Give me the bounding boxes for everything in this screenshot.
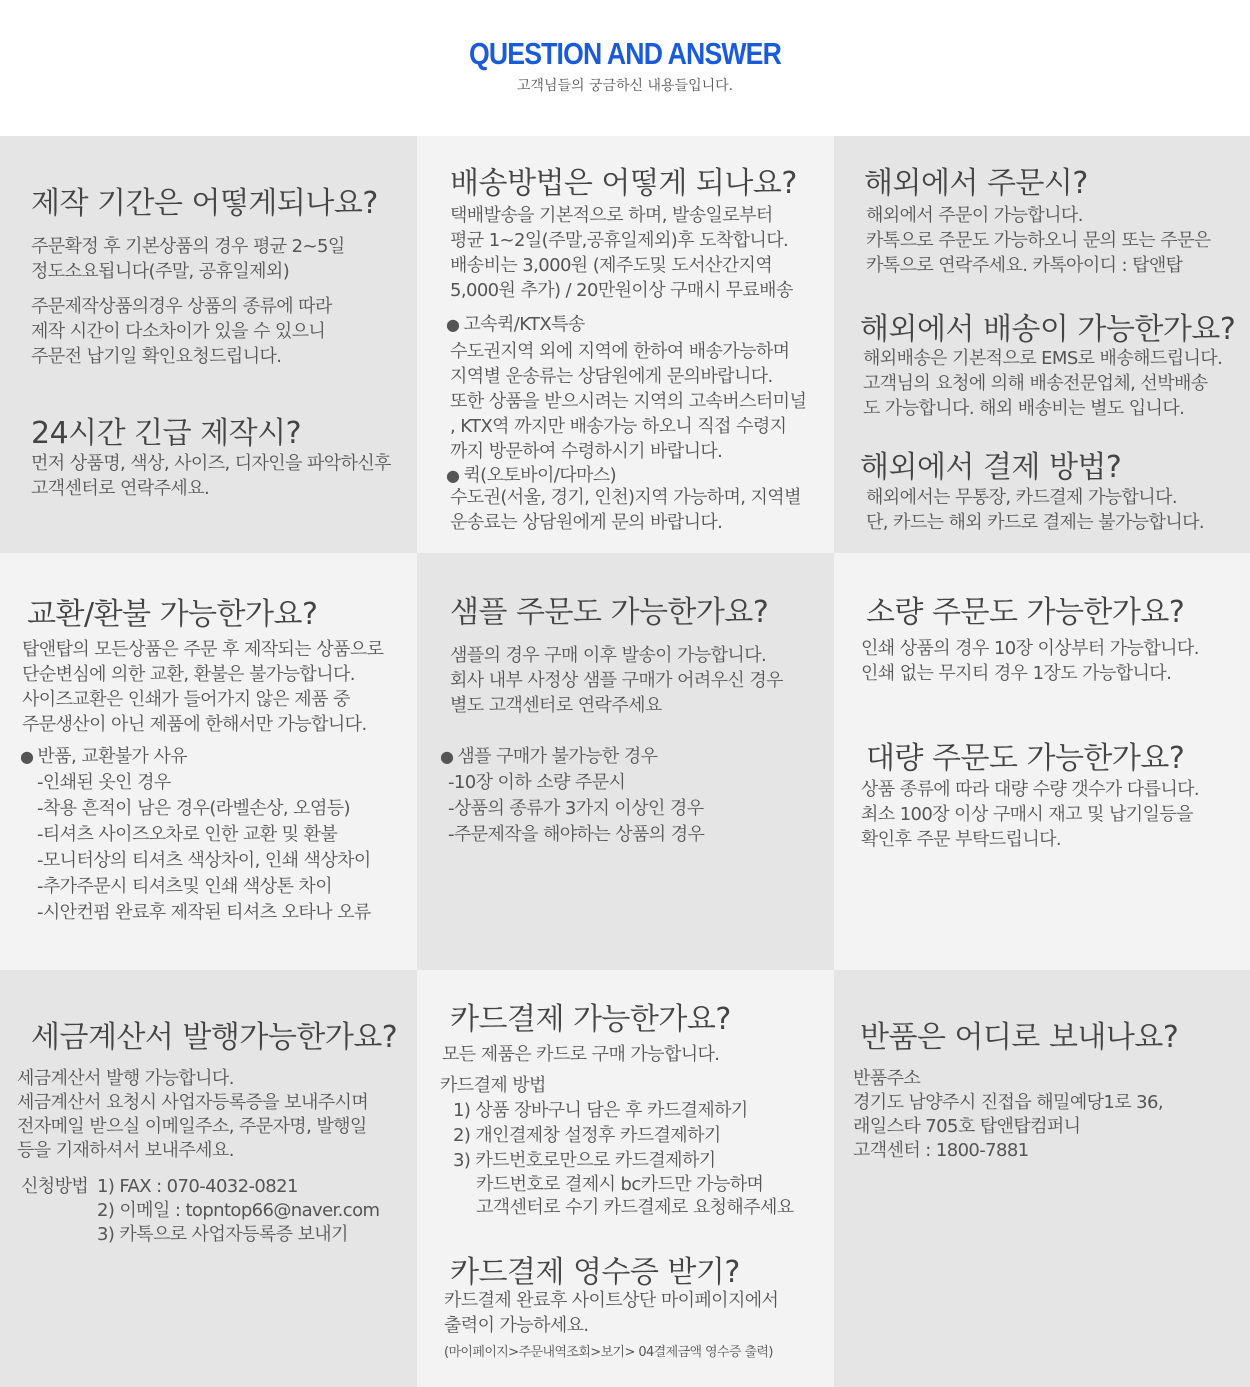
faq-shipping-method: [417, 136, 834, 553]
list-item: -추가주문시 티셔츠및 인쇄 색상톤 차이: [37, 876, 332, 897]
method-list: [97, 1175, 379, 1247]
faq-order-quantity: [834, 553, 1250, 970]
faq-tax-invoice: [0, 970, 417, 1387]
list-item: 3) 카톡으로 사업자등록증 보내기: [97, 1224, 348, 1245]
question-title: 카드결제 영수증 받기?: [450, 1255, 740, 1290]
page-title: QUESTION AND ANSWER: [469, 36, 781, 71]
question-title: 대량 주문도 가능한가요?: [866, 741, 1185, 776]
bullet-heading: ● 퀵(오토바이/다마스): [446, 465, 616, 486]
list-item: -시안컨펌 완료후 제작된 티셔츠 오타나 오류: [37, 902, 371, 923]
answer-list: [448, 770, 704, 848]
answer-text: 반품주소 경기도 남양주시 진접읍 해밀예당1로 36, 래일스타 705호 탑앤탑컴퍼니 고객센터 : 1800-7881: [853, 1068, 1163, 1161]
faq-sample-order: [417, 553, 834, 970]
answer-text: 카드결제 완료후 사이트상단 마이페이지에서 출력이 가능하세요.: [444, 1290, 779, 1336]
mypage-path: (마이페이지>주문내역조회>보기> 04결제금액 영수증 출력): [444, 1345, 773, 1360]
list-item: 1) FAX : 070-4032-0821: [97, 1176, 298, 1197]
list-item: -모니터상의 티셔츠 색상차이, 인쇄 색상차이: [37, 850, 371, 871]
answer-text: 해외에서 주문이 가능합니다. 카톡으로 주문도 가능하오니 문의 또는 주문은 카톡으로 연락주세요. 카톡아이디 : 탑앤탑: [866, 205, 1211, 276]
answer-list: [37, 770, 371, 926]
list-item: -10장 이하 소량 주문시: [448, 772, 626, 793]
question-title: 배송방법은 어떻게 되나요?: [450, 166, 797, 201]
answer-text: 수도권지역 외에 지역에 한하여 배송가능하며 지역별 운송류는 상담원에게 문의바랍니다. 또한 상품을 받으시려는 지역의 고속버스터미널 , KTX역 까지만 배송가능 하오니 직접 수령지 까지 방문하여 수령하시기 바랍니다.: [450, 341, 807, 462]
question-title: 샘플 주문도 가능한가요?: [450, 595, 769, 630]
list-item: 2) 개인결제창 설정후 카드결제하기: [453, 1125, 721, 1146]
question-title: 교환/환불 가능한가요?: [27, 597, 318, 632]
faq-return-address: [834, 970, 1250, 1387]
page-subtitle: 고객님들의 궁금하신 내용들입니다.: [516, 78, 734, 94]
question-title: 해외에서 배송이 가능한가요?: [860, 312, 1236, 347]
question-title: 세금계산서 발행가능한가요?: [31, 1020, 398, 1055]
answer-text: 수도권(서울, 경기, 인천)지역 가능하며, 지역별 운송료는 상담원에게 문의 바랍니다.: [450, 487, 801, 533]
bullet-heading: ● 반품, 교환불가 사유: [20, 746, 188, 767]
answer-text: 먼저 상품명, 색상, 사이즈, 디자인을 파악하신후 고객센터로 연락주세요.: [31, 453, 391, 499]
answer-text: 인쇄 상품의 경우 10장 이상부터 가능합니다. 인쇄 없는 무지티 경우 1장도 가능합니다.: [861, 638, 1199, 684]
question-title: 24시간 긴급 제작시?: [31, 416, 302, 451]
question-title: 해외에서 결제 방법?: [860, 450, 1122, 485]
list-item: 1) 상품 장바구니 담은 후 카드결제하기: [453, 1100, 748, 1121]
faq-card-payment: [417, 970, 834, 1387]
answer-text: 해외에서는 무통장, 카드결제 가능합니다. 단, 카드는 해외 카드로 결제는 불가능합니다.: [866, 487, 1205, 533]
list-item: -상품의 종류가 3가지 이상인 경우: [448, 798, 704, 819]
page-header: [0, 0, 1250, 136]
answer-text: 모든 제품은 카드로 구매 가능합니다.: [442, 1044, 720, 1065]
answer-text: 세금계산서 발행 가능합니다. 세금계산서 요청시 사업자등록증을 보내주시며 전자메일 받으실 이메일주소, 주문자명, 발행일 등을 기재하셔서 보내주세요.: [17, 1068, 369, 1161]
list-item: 2) 이메일 : topntop66@naver.com: [97, 1200, 380, 1221]
question-title: 반품은 어디로 보내나요?: [860, 1020, 1179, 1055]
question-title: 소량 주문도 가능한가요?: [866, 595, 1185, 630]
question-title: 카드결제 가능한가요?: [450, 1002, 731, 1037]
answer-text: 주문확정 후 기본상품의 경우 평균 2~5일 정도소요됩니다(주말, 공휴일제외): [31, 236, 345, 282]
bullet-heading: ● 샘플 구매가 불가능한 경우: [440, 746, 658, 767]
question-title: 제작 기간은 어떻게되나요?: [31, 186, 378, 221]
method-label: 카드결제 방법: [440, 1075, 546, 1096]
faq-overseas: [834, 136, 1250, 553]
answer-text: 택배발송을 기본적으로 하며, 발송일로부터 평균 1~2일(주말,공휴일제외)후 도착합니다. 배송비는 3,000원 (제주도및 도서산간지역 5,000원 추가) / 20만원이상 구매시 무료배송: [450, 205, 793, 301]
bullet-icon: ●: [446, 466, 460, 485]
list-item: -착용 흔적이 남은 경우(라벨손상, 오염등): [37, 798, 350, 819]
method-label: 신청방법: [21, 1176, 89, 1197]
answer-text: 탑앤탑의 모든상품은 주문 후 제작되는 상품으로 단순변심에 의한 교환, 환불은 불가능합니다. 사이즈교환은 인쇄가 들어가지 않은 제품 중 주문생산이 아닌 제품에 한해서만 가능합니다.: [22, 639, 384, 735]
method-note: 카드번호로 결제시 bc카드만 가능하며 고객센터로 수기 카드결제로 요청해주세요: [476, 1174, 794, 1218]
list-item: -인쇄된 옷인 경우: [37, 772, 171, 793]
method-list: [453, 1098, 748, 1173]
list-item: 3) 카드번호로만으로 카드결제하기: [453, 1150, 716, 1171]
answer-text: 샘플의 경우 구매 이후 발송이 가능합니다. 회사 내부 사정상 샘플 구매가 어려우신 경우 별도 고객센터로 연락주세요: [450, 645, 783, 716]
list-item: -티셔츠 사이즈오차로 인한 교환 및 환불: [37, 824, 338, 845]
faq-production-time: [0, 136, 417, 553]
bullet-icon: ●: [20, 747, 34, 766]
answer-text: 상품 종류에 따라 대량 수량 갯수가 다릅니다. 최소 100장 이상 구매시 재고 및 납기일등을 확인후 주문 부탁드립니다.: [861, 779, 1200, 850]
bullet-icon: ●: [446, 315, 460, 334]
answer-text: 해외배송은 기본적으로 EMS로 배송해드립니다. 고객님의 요청에 의해 배송전문업체, 선박배송 도 가능합니다. 해외 배송비는 별도 입니다.: [863, 348, 1223, 419]
faq-exchange-refund: [0, 553, 417, 970]
question-title: 해외에서 주문시?: [864, 166, 1088, 201]
list-item: -주문제작을 해야하는 상품의 경우: [448, 824, 705, 845]
bullet-heading: ● 고속퀵/KTX특송: [446, 314, 585, 335]
answer-text: 주문제작상품의경우 상품의 종류에 따라 제작 시간이 다소차이가 있을 수 있으니 주문전 납기일 확인요청드립니다.: [31, 296, 332, 367]
bullet-icon: ●: [440, 747, 454, 766]
